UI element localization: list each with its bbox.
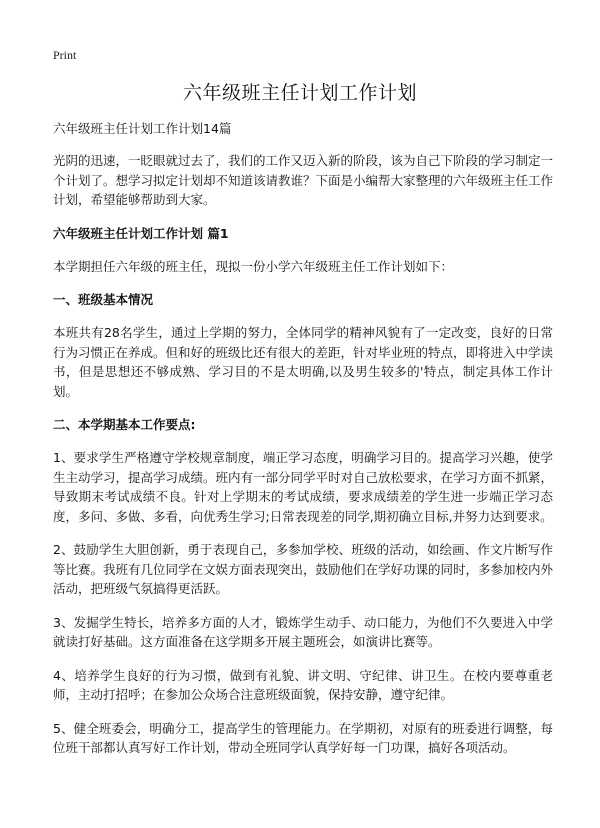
article-intro-paragraph: 本学期担任六年级的班主任，现拟一份小学六年级班主任工作计划如下： [53,258,454,274]
list-item: 4、培养学生良好的行为习惯，做到有礼貌、讲文明、守纪律、讲卫生。在校内要尊重老师，主动打招呼；在参加公众场合注意班级面貌，保持安静，遵守纪律。 [53,667,553,702]
list-item: 2、鼓励学生大胆创新，勇于表现自己，多参加学校、班级的活动，如绘画、作文片断写作等比赛。我班有几位同学在文娱方面表现突出，鼓励他们在学好功课的同时，多参加校内外活动，把班级气氛搞得更活跃。 [53,542,554,596]
page-title: 六年级班主任计划工作计划 [182,82,417,104]
list-item: 1、要求学生严格遵守学校规章制度，端正学习态度，明确学习目的。提高学习兴趣，使学生主动学习，提高学习成绩。班内有一部分同学平时对自己放松要求，在学习方面不抓紧，导致期末考试成绩不良。针对上学期末的考试成绩，要求成绩差的学生进一步端正学习态度，多问、多做、多看，向优秀生学习;日常表现差的同学,期初确立目标,并努力达到要求。 [53,450,554,524]
work-points-list [53,448,553,758]
class-overview-paragraph: 本班共有28名学生，通过上学期的努力，全体同学的精神风貌有了一定改变，良好的日常行为习惯正在养成。但和好的班级比还有很大的差距，针对毕业班的特点，即将进入中学读书，但是思想还不够成熟、学习目的不是太明确,以及男生较多的'特点，制定具体工作计划。 [53,325,554,399]
section-heading-work-points: 二、本学期基本工作要点: [53,417,196,432]
intro-paragraph: 光阴的迅速，一眨眼就过去了，我们的工作又迈入新的阶段，该为自己下阶段的学习制定一个计划了。想学习拟定计划却不知道该请教谁？下面是小编帮大家整理的六年级班主任工作计划，希望能够帮助到大家。 [53,153,554,207]
document-subtitle: 六年级班主任计划工作计划14篇 [53,121,232,136]
section-heading-class-overview: 一、班级基本情况 [53,292,154,307]
article-heading: 六年级班主任计划工作计划 篇1 [53,225,229,241]
list-item: 3、发掘学生特长，培养多方面的人才，锻炼学生动手、动口能力，为他们不久要进入中学就读打好基础。这方面准备在这学期多开展主题班会，如演讲比赛等。 [53,614,553,649]
document-body [53,120,553,772]
list-item: 5、健全班委会，明确分工，提高学生的管理能力。在学期初，对原有的班委进行调整，每位班干部都认真写好工作计划，带动全班同学认真学好每一门功课，搞好各项活动。 [53,720,553,755]
print-link[interactable]: Print [53,48,77,62]
